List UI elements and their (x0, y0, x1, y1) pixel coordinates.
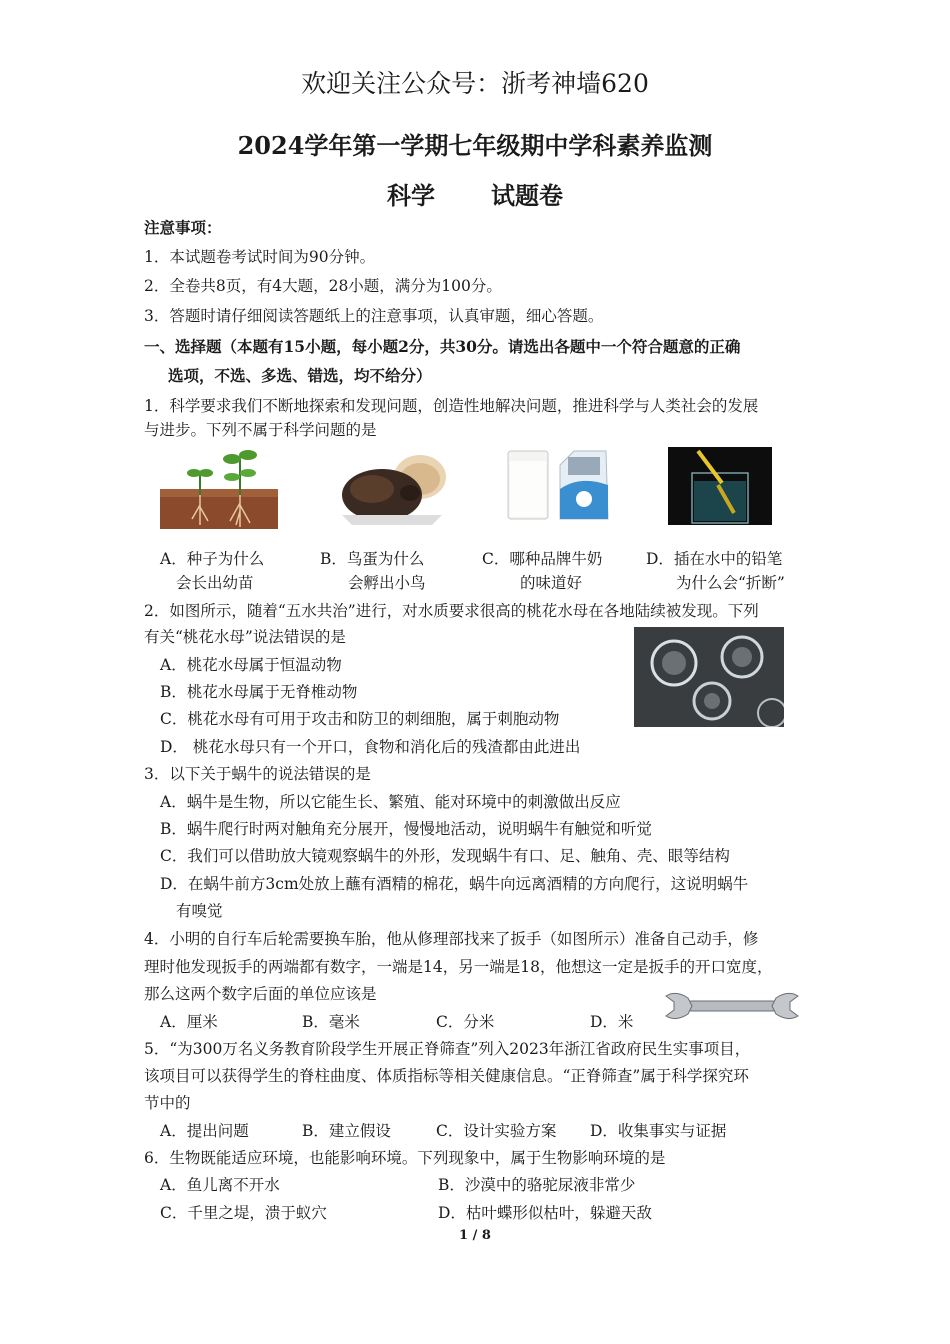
question-4-stem-cont-2: 那么这两个数字后面的单位应该是 (144, 985, 377, 1003)
exam-title: 2024学年第一学期七年级期中学科素养监测 (237, 131, 713, 160)
question-4-option-a: A．厘米 (160, 1013, 218, 1031)
question-1-stem-cont: 与进步。下列不属于科学问题的是 (144, 421, 377, 439)
note-item: 1．本试题卷考试时间为90分钟。 (144, 248, 376, 266)
section-heading: 一、选择题（本题有15小题，每小题2分，共30分。请选出各题中一个符合题意的正确 (144, 337, 741, 356)
question-6-option-d: D．枯叶蝶形似枯叶，躲避天敌 (438, 1204, 652, 1222)
question-5-stem-cont: 该项目可以获得学生的脊柱曲度、体质指标等相关健康信息。“正脊筛查”属于科学探究环 (144, 1067, 749, 1085)
page-number: 1 / 8 (459, 1228, 491, 1243)
question-3-option-b: B．蜗牛爬行时两对触角充分展开，慢慢地活动，说明蜗牛有触觉和听觉 (160, 820, 652, 838)
note-item: 2．全卷共8页，有4大题，28小题，满分为100分。 (144, 277, 502, 295)
wrench-image (662, 988, 802, 1024)
question-1-option-d-cont: 为什么会“折断” (676, 574, 785, 592)
question-2-stem-cont: 有关“桃花水母”说法错误的是 (144, 628, 346, 646)
question-2-option-d: D． 桃花水母只有一个开口，食物和消化后的残渣都由此进出 (160, 738, 581, 756)
question-1-option-a: A．种子为什么 (160, 550, 265, 568)
hatching-chick-image (332, 445, 450, 529)
section-heading-cont: 选项，不选、多选、错选，均不给分） (168, 366, 432, 385)
question-5-stem-cont-2: 节中的 (144, 1094, 191, 1112)
page-header: 欢迎关注公众号：浙考神墙620 (301, 69, 649, 98)
notes-heading: 注意事项： (144, 218, 222, 237)
question-5-option-d: D．收集事实与证据 (590, 1122, 727, 1140)
question-5-stem: 5．“为300万名义务教育阶段学生开展正脊筛查”列入2023年浙江省政府民生实事项目， (144, 1040, 751, 1058)
question-1-option-c-cont: 的味道好 (520, 574, 583, 592)
jellyfish-image (634, 627, 784, 727)
question-2-option-c: C．桃花水母有可用于攻击和防卫的刺细胞，属于刺胞动物 (160, 710, 560, 728)
question-6-option-c: C．千里之堤，溃于蚁穴 (160, 1204, 327, 1222)
question-6-option-b: B．沙漠中的骆驼尿液非常少 (438, 1176, 636, 1194)
subject-label: 科学 (387, 181, 435, 210)
question-1-option-b: B．鸟蛋为什么 (320, 550, 425, 568)
question-1-option-d: D．插在水中的铅笔 (646, 550, 783, 568)
question-4-option-d: D．米 (590, 1013, 634, 1031)
question-6-option-a: A．鱼儿离不开水 (160, 1176, 280, 1194)
question-6-stem: 6．生物既能适应环境，也能影响环境。下列现象中，属于生物影响环境的是 (144, 1149, 666, 1167)
note-item: 3．答题时请仔细阅读答题纸上的注意事项，认真审题，细心答题。 (144, 307, 604, 325)
question-4-stem: 4．小明的自行车后轮需要换车胎，他从修理部找来了扳手（如图所示）准备自己动手，修 (144, 930, 759, 948)
question-3-option-c: C．我们可以借助放大镜观察蜗牛的外形，发现蜗牛有口、足、触角、壳、眼等结构 (160, 847, 730, 865)
question-1-option-b-cont: 会孵出小鸟 (348, 574, 426, 592)
question-4-option-b: B．毫米 (302, 1013, 360, 1031)
question-1-stem: 1．科学要求我们不断地探索和发现问题，创造性地解决问题，推进科学与人类社会的发展 (144, 397, 759, 415)
seedling-image (160, 445, 278, 529)
question-3-stem: 3．以下关于蜗牛的说法错误的是 (144, 765, 371, 783)
question-3-option-d: D．在蜗牛前方3cm处放上蘸有酒精的棉花，蜗牛向远离酒精的方向爬行，这说明蜗牛 (160, 875, 749, 893)
question-4-option-c: C．分米 (436, 1013, 495, 1031)
question-5-option-b: B．建立假设 (302, 1122, 391, 1140)
question-2-option-a: A．桃花水母属于恒温动物 (160, 656, 342, 674)
question-2-option-b: B．桃花水母属于无脊椎动物 (160, 683, 358, 701)
question-1-option-c: C．哪种品牌牛奶 (482, 550, 603, 568)
milk-image (500, 445, 612, 523)
paper-label: 试题卷 (491, 181, 563, 210)
question-3-option-d-cont: 有嗅觉 (176, 902, 223, 920)
question-5-option-c: C．设计实验方案 (436, 1122, 557, 1140)
exam-subtitle (0, 176, 950, 211)
question-4-stem-cont: 理时他发现扳手的两端都有数字，一端是14，另一端是18，他想这一定是扳手的开口宽度， (144, 958, 773, 976)
question-2-stem: 2．如图所示，随着“五水共治”进行，对水质要求很高的桃花水母在各地陆续被发现。下列 (144, 602, 759, 620)
pencil-in-water-image (668, 447, 772, 525)
question-1-option-a-cont: 会长出幼苗 (176, 574, 254, 592)
question-3-option-a: A．蜗牛是生物，所以它能生长、繁殖、能对环境中的刺激做出反应 (160, 793, 621, 811)
question-5-option-a: A．提出问题 (160, 1122, 249, 1140)
